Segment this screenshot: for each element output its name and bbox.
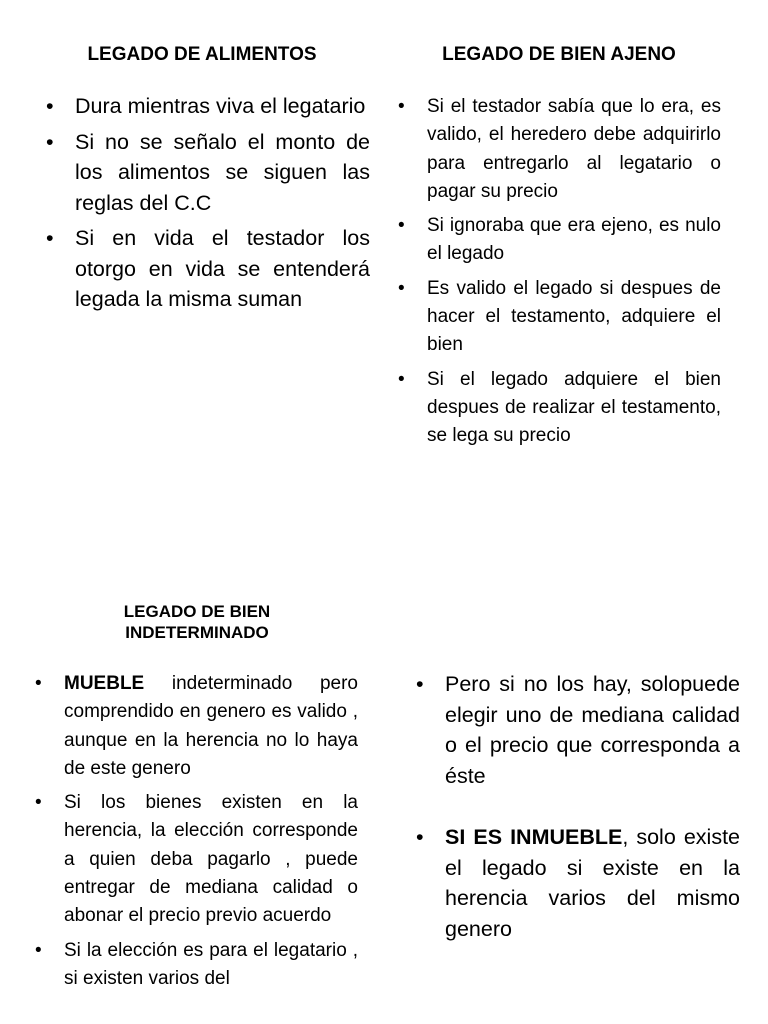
bold-term: MUEBLE: [64, 673, 145, 694]
item-text: Pero si no los hay, solopuede elegir uno de mediana calidad o el precio que corresponda a éste: [445, 672, 740, 788]
alimentos-list: [75, 91, 370, 320]
indeterminado-list: [64, 670, 358, 999]
item-text: , solo existe el legado si existe en la herencia varios del mismo genero: [445, 825, 740, 941]
list-item: [64, 789, 358, 930]
list-item: • Si el legado adquiere el bien despues de realizar el testamento, se lega su precio: [427, 366, 721, 451]
heading-legado-bien-ajeno: LEGADO DE BIEN AJENO: [442, 44, 676, 65]
list-item: [445, 669, 740, 791]
list-item: • Si ignoraba que era ejeno, es nulo el legado: [427, 212, 721, 269]
list-item: • Si no se señalo el monto de los alimentos se siguen las reglas del C.C: [75, 127, 370, 219]
heading-legado-alimentos: LEGADO DE ALIMENTOS: [87, 44, 317, 65]
list-item: [64, 670, 358, 783]
list-item: [64, 937, 358, 994]
heading-line: LEGADO DE BIEN: [123, 602, 271, 621]
list-item: [445, 822, 740, 944]
item-text: indeterminado pero comprendido en genero es valido , aunque en la herencia no lo haya de este genero: [64, 673, 358, 779]
list-item: • Si en vida el testador los otorgo en vida se entenderá legada la misma suman: [75, 223, 370, 315]
bold-term: SI ES INMUEBLE: [445, 825, 623, 849]
list-item: • Dura mientras viva el legatario: [75, 91, 370, 122]
bien-ajeno-list: [427, 93, 721, 457]
item-text: Si la elección es para el legatario , si existen varios del: [64, 939, 358, 989]
list-item: • Es valido el legado si despues de hacer el testamento, adquiere el bien: [427, 275, 721, 360]
heading-line: INDETERMINADO: [125, 623, 269, 642]
continuacion-list: [445, 669, 740, 944]
item-text: Si los bienes existen en la herencia, la elección corresponde a quien deba pagarlo , puede entregar de mediana calidad o abonar el precio previo acuerdo: [64, 792, 358, 927]
heading-legado-bien-indeterminado: [40, 601, 354, 643]
list-item: • Si el testador sabía que lo era, es valido, el heredero debe adquirirlo para entregarlo al legatario o pagar su precio: [427, 93, 721, 206]
